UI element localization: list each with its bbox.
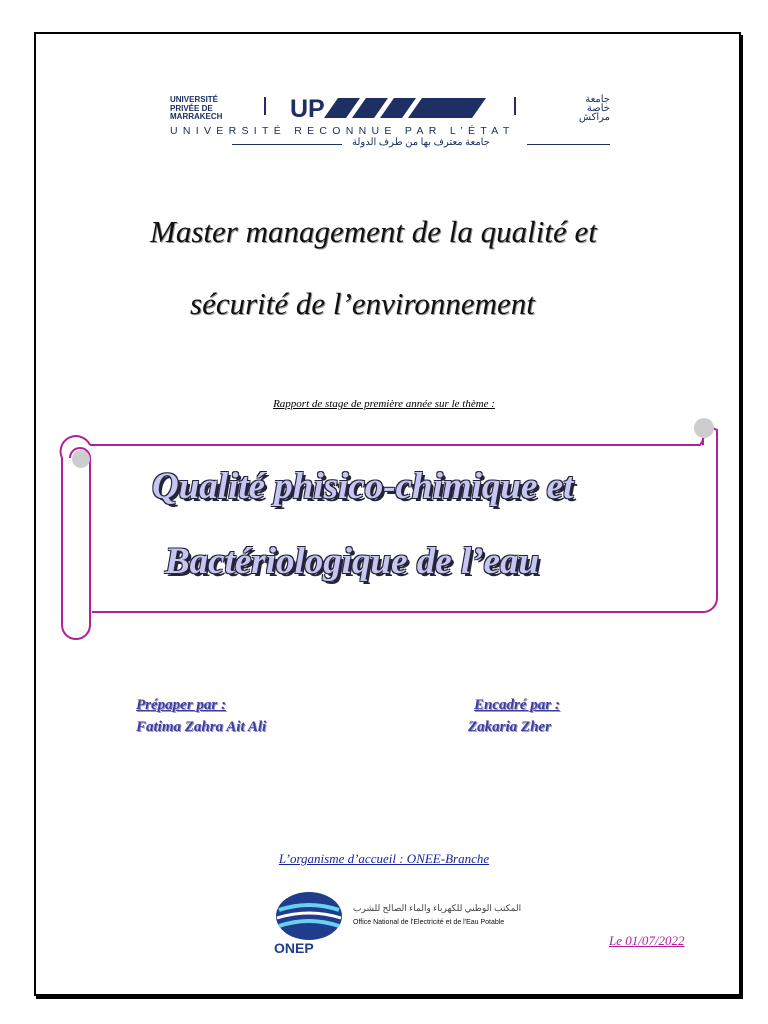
main-title-line2: Bactériologique de l’eau [165, 541, 540, 582]
host-organization: L’organisme d’accueil : ONEE-Branche [278, 851, 490, 866]
tagline-rule-right [527, 144, 610, 145]
upm-mark-icon [290, 96, 490, 120]
logo-separator-right [514, 97, 516, 115]
master-title-line2: sécurité de l’environnement [190, 286, 535, 321]
tagline-rule-left [232, 144, 342, 145]
university-tagline-arabic-row [232, 138, 610, 150]
main-title-line1: Qualité phisico-chimique et [152, 466, 574, 507]
university-logo [170, 93, 610, 151]
university-name-line2: PRIVÉE DE [170, 103, 213, 113]
university-name-line3: MARRAKECH [170, 112, 223, 121]
university-name [170, 96, 222, 122]
arabic-line1: جامعة [585, 94, 610, 105]
supervised-by-name: Zakaria Zher [468, 719, 551, 735]
prepared-by-label: Prépaper par : [136, 697, 226, 713]
onep-emblem-icon [271, 888, 347, 942]
university-tagline-arabic: جامعة معترف بها من طرف الدولة [352, 137, 490, 148]
upm-mark-text: UP [290, 96, 325, 120]
onep-french-name: Office National de l'Electricité et de l'Eau Potable [353, 919, 505, 926]
report-subtitle: Rapport de stage de première année sur le thème : [273, 398, 495, 410]
report-date: Le 01/07/2022 [609, 933, 685, 948]
supervised-by-label: Encadré par : [474, 697, 560, 713]
logo-separator [264, 97, 266, 115]
arabic-line2: خاصة [586, 103, 610, 114]
university-tagline: UNIVERSITÉ RECONNUE PAR L’ÉTAT [170, 125, 515, 137]
prepared-by-name: Fatima Zahra Ait Ali [136, 719, 267, 735]
arabic-line3: مراكش [578, 112, 610, 123]
university-arabic-name [530, 95, 610, 122]
onep-label: ONEP [274, 940, 314, 956]
master-title-line1: Master management de la qualité et [150, 214, 597, 249]
university-name-line1: UNIVERSITÉ [170, 95, 219, 104]
onep-logo [265, 888, 545, 958]
onep-arabic-name: المكتب الوطني للكهرباء والماء الصالح للشرب [353, 903, 522, 913]
